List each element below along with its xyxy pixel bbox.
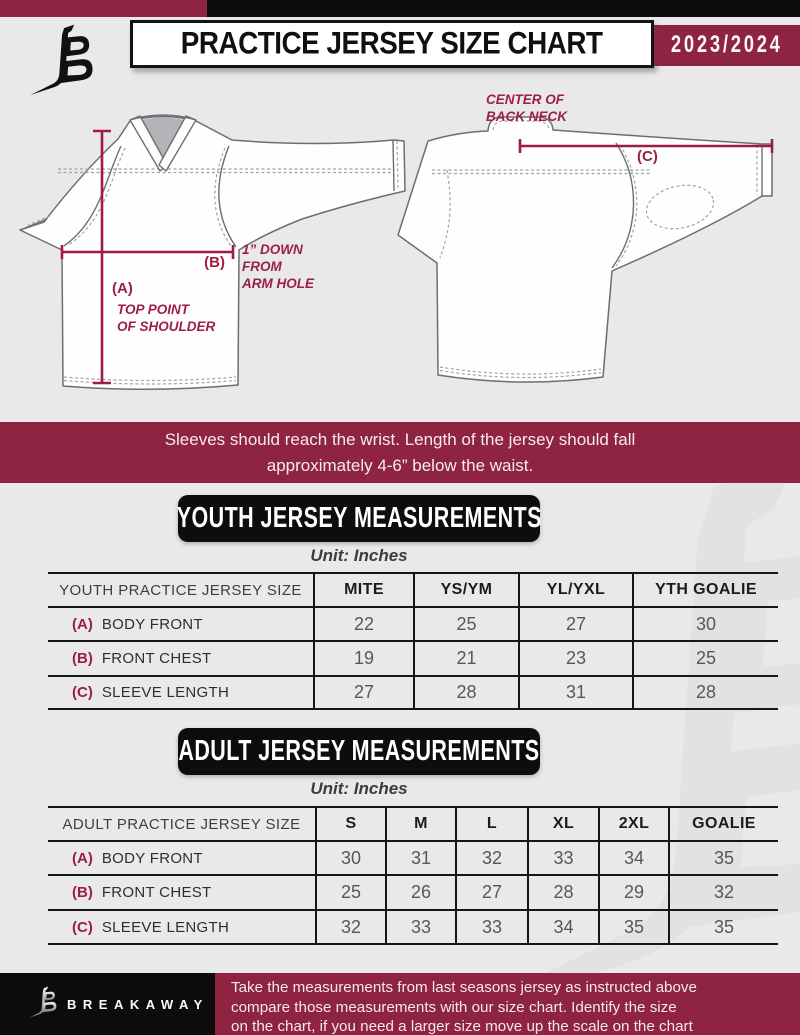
adult-table-row-sleeve-length xyxy=(48,911,778,945)
row-key: (A) xyxy=(72,615,93,633)
adult-col-header: GOALIE xyxy=(668,808,778,840)
cell-value: 28 xyxy=(632,677,778,708)
label-c: (C) xyxy=(637,148,658,165)
adult-col-header: XL xyxy=(527,808,598,840)
row-key: (A) xyxy=(72,849,93,867)
cell-value: 25 xyxy=(315,876,385,909)
youth-table-header-row xyxy=(48,572,778,608)
footer-instructions xyxy=(215,973,800,1035)
fit-notice-line2: approximately 4-6” below the waist. xyxy=(266,456,534,475)
youth-col-header: YOUTH PRACTICE JERSEY SIZE xyxy=(59,581,302,599)
cell-value: 32 xyxy=(668,876,778,909)
adult-col-header: 2XL xyxy=(598,808,668,840)
adult-table-header-row xyxy=(48,806,778,842)
caption-b: 1” DOWN FROM ARM HOLE xyxy=(242,242,314,291)
cell-value: 33 xyxy=(385,911,455,943)
row-key: (B) xyxy=(72,650,93,667)
row-name: FRONT CHEST xyxy=(101,650,212,667)
cell-value: 33 xyxy=(527,842,598,874)
adult-size-table xyxy=(48,806,778,945)
row-key: (C) xyxy=(72,918,93,936)
cell-value: 27 xyxy=(455,876,527,909)
youth-section-title: YOUTH JERSEY MEASUREMENTS xyxy=(176,501,542,535)
youth-col-header: YTH GOALIE xyxy=(632,574,778,606)
row-name: BODY FRONT xyxy=(101,615,203,633)
caption-a: TOP POINT OF SHOULDER xyxy=(117,302,216,334)
cell-value: 32 xyxy=(315,911,385,943)
youth-col-header: MITE xyxy=(313,574,413,606)
footer-brand-name: BREAKAWAY xyxy=(67,996,209,1012)
youth-col-header: YL/YXL xyxy=(518,574,632,606)
cell-value: 35 xyxy=(668,911,778,943)
top-strip-maroon xyxy=(0,0,207,17)
footer-note-line1: Take the measurements from last seasons jersey as instructed above xyxy=(231,979,697,996)
cell-value: 21 xyxy=(413,642,518,675)
cell-value: 34 xyxy=(598,842,668,874)
row-name: BODY FRONT xyxy=(101,849,203,867)
adult-col-header: ADULT PRACTICE JERSEY SIZE xyxy=(62,815,301,833)
cell-value: 31 xyxy=(385,842,455,874)
row-key: (C) xyxy=(72,684,93,701)
back-jersey-outline xyxy=(398,117,772,382)
adult-unit-label: Unit: Inches xyxy=(310,779,408,798)
cell-value: 34 xyxy=(527,911,598,943)
label-b: (B) xyxy=(204,254,225,271)
footer-brand-block xyxy=(0,973,215,1035)
cell-value: 29 xyxy=(598,876,668,909)
footer-note-line2: compare those measurements with our size chart. Identify the size xyxy=(231,998,677,1016)
row-key: (B) xyxy=(72,884,93,901)
cell-value: 35 xyxy=(668,842,778,874)
fit-notice-line1: Sleeves should reach the wrist. Length of the jersey should fall xyxy=(164,430,636,449)
cell-value: 28 xyxy=(413,677,518,708)
youth-unit-label: Unit: Inches xyxy=(310,546,408,565)
cell-value: 25 xyxy=(413,608,518,640)
cell-value: 26 xyxy=(385,876,455,909)
youth-table-row-sleeve-length xyxy=(48,677,778,710)
youth-table-row-body-front xyxy=(48,608,778,642)
season-badge xyxy=(654,25,800,66)
youth-col-header: YS/YM xyxy=(413,574,518,606)
cell-value: 23 xyxy=(518,642,632,675)
cell-value: 32 xyxy=(455,842,527,874)
cell-value: 22 xyxy=(313,608,413,640)
cell-value: 27 xyxy=(313,677,413,708)
cell-value: 35 xyxy=(598,911,668,943)
adult-table-row-front-chest xyxy=(48,876,778,911)
row-name: SLEEVE LENGTH xyxy=(101,684,230,701)
adult-col-header: L xyxy=(455,808,527,840)
youth-size-table xyxy=(48,572,778,710)
adult-section-header xyxy=(178,728,540,775)
breakaway-footer-logo-icon xyxy=(27,985,57,1023)
cell-value: 30 xyxy=(315,842,385,874)
page-title: PRACTICE JERSEY SIZE CHART xyxy=(181,26,603,61)
youth-section-header xyxy=(178,495,540,542)
cell-value: 31 xyxy=(518,677,632,708)
adult-section-title: ADULT JERSEY MEASUREMENTS xyxy=(178,734,540,768)
cell-value: 33 xyxy=(455,911,527,943)
season-label: 2023/2024 xyxy=(671,31,783,59)
cell-value: 25 xyxy=(632,642,778,675)
caption-c: CENTER OF BACK NECK xyxy=(486,92,567,124)
adult-col-header: S xyxy=(315,808,385,840)
cell-value: 30 xyxy=(632,608,778,640)
cell-value: 19 xyxy=(313,642,413,675)
label-a: (A) xyxy=(112,280,133,297)
adult-col-header: M xyxy=(385,808,455,840)
cell-value: 27 xyxy=(518,608,632,640)
footer-note-line3: on the chart, if you need a larger size move up the scale on the chart xyxy=(231,1018,693,1035)
row-name: FRONT CHEST xyxy=(101,884,212,901)
top-strip-black xyxy=(207,0,800,17)
row-name: SLEEVE LENGTH xyxy=(101,918,230,936)
cell-value: 28 xyxy=(527,876,598,909)
fit-notice-banner xyxy=(0,422,800,483)
youth-table-row-front-chest xyxy=(48,642,778,677)
page-title-box xyxy=(130,20,654,68)
adult-table-row-body-front xyxy=(48,842,778,876)
jersey-diagrams xyxy=(0,67,800,420)
